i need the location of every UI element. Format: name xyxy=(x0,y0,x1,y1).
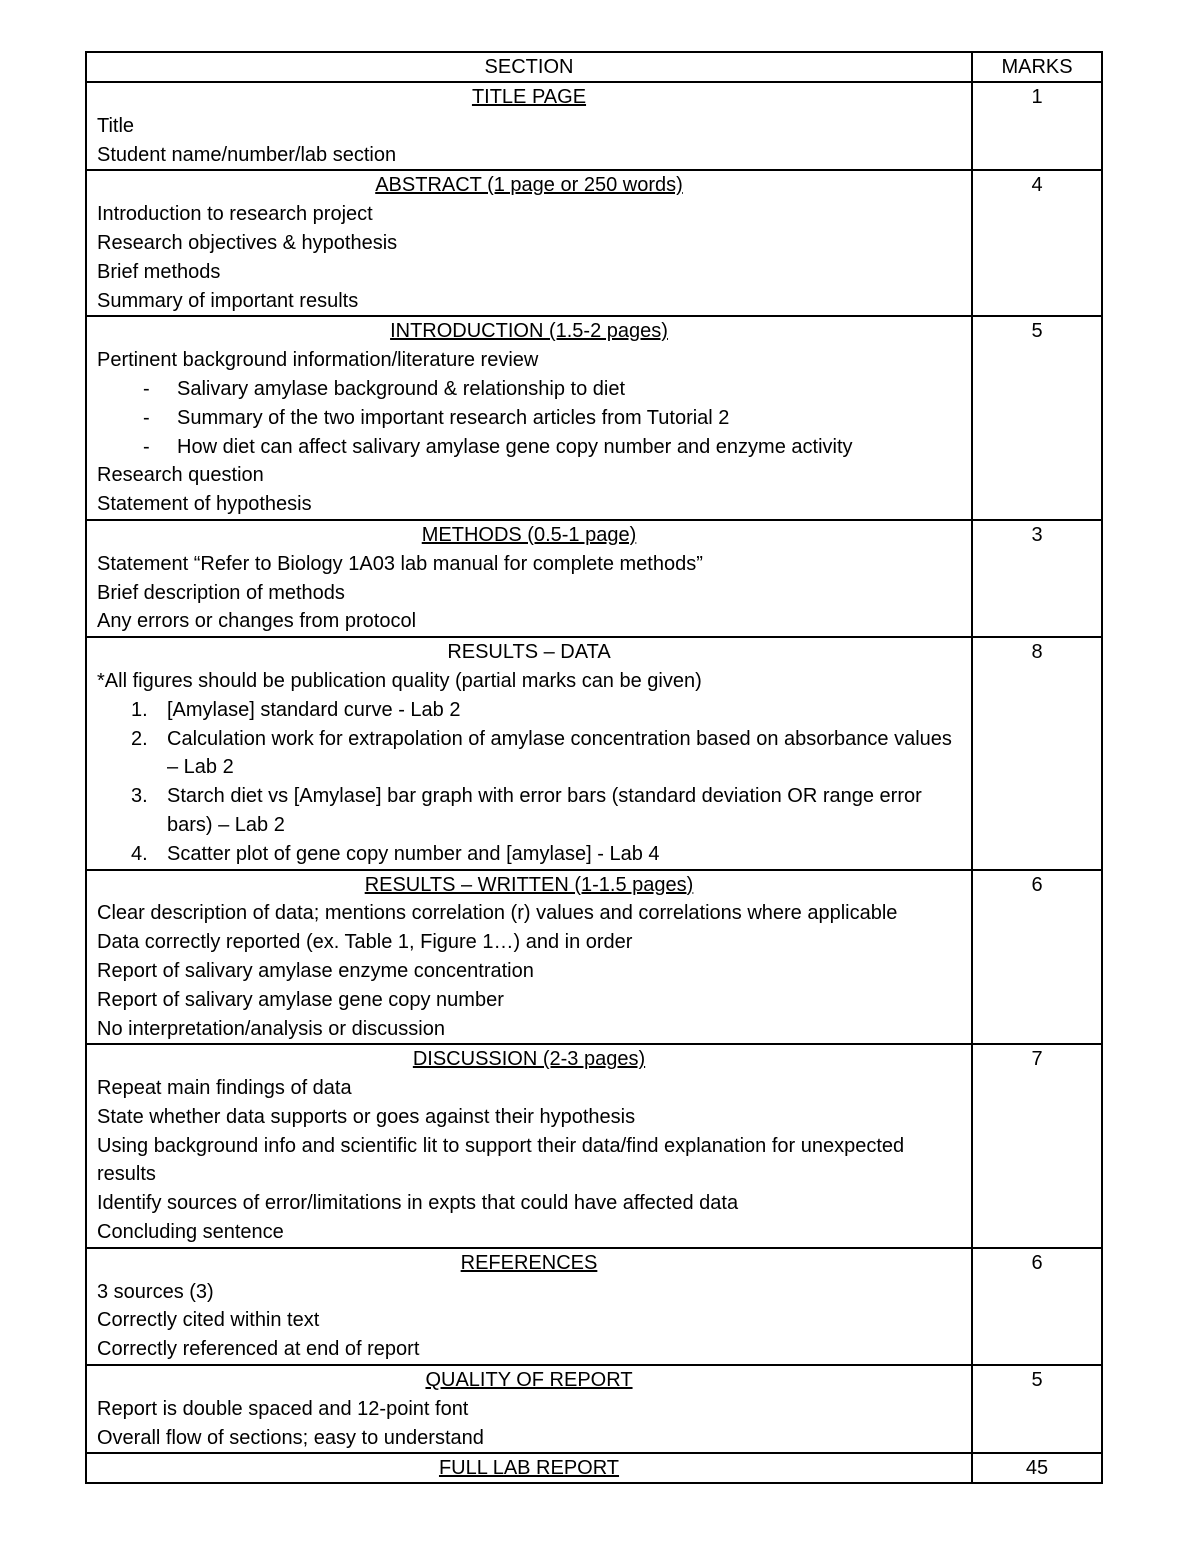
criterion-line: Data correctly reported (ex. Table 1, Figure 1…) and in order xyxy=(97,931,633,954)
dash-bullet: - xyxy=(143,435,150,458)
bullet-text: Salivary amylase background & relationship to diet xyxy=(177,377,626,400)
item-number: 3. xyxy=(131,785,148,808)
criterion-line: Overall flow of sections; easy to understand xyxy=(97,1426,484,1449)
marking-rubric-table xyxy=(85,51,1103,1484)
section-title: QUALITY OF REPORT xyxy=(425,1369,633,1392)
table-header-row xyxy=(86,52,1102,82)
section-title: TITLE PAGE xyxy=(471,86,587,108)
criterion-line: Clear description of data; mentions correlation (r) values and correlations where applicable xyxy=(97,902,898,925)
rubric-row-methods xyxy=(86,520,1102,637)
criterion-line: Repeat main findings of data xyxy=(97,1077,352,1100)
section-cell xyxy=(86,170,972,316)
section-cell xyxy=(86,82,972,170)
criterion-line: 3 sources (3) xyxy=(97,1280,214,1303)
criterion-line: Title xyxy=(97,114,135,137)
criterion-line: Research question xyxy=(97,464,264,487)
section-column-header: SECTION xyxy=(86,52,972,82)
section-title: METHODS (0.5-1 page) xyxy=(421,523,637,546)
section-cell xyxy=(86,870,972,1045)
bullet-item xyxy=(97,375,961,404)
section-cell xyxy=(86,1248,972,1365)
marks-cell: 5 xyxy=(972,1365,1102,1453)
marks-cell: 8 xyxy=(972,637,1102,869)
item-text: Calculation work for extrapolation of amylase concentration based on absorbance values – Lab 2 xyxy=(167,727,952,779)
criterion-line: Identify sources of error/limitations in expts that could have affected data xyxy=(97,1192,739,1215)
section-cell xyxy=(86,520,972,637)
item-text: Scatter plot of gene copy number and [amylase] - Lab 4 xyxy=(167,842,660,865)
marks-column-header: MARKS xyxy=(972,52,1102,82)
dash-bullet: - xyxy=(143,377,150,400)
numbered-item xyxy=(97,840,961,869)
criterion-line: Student name/number/lab section xyxy=(97,143,397,166)
criterion-line: Brief methods xyxy=(97,260,221,283)
item-text: [Amylase] standard curve - Lab 2 xyxy=(167,698,461,721)
bullet-item xyxy=(97,404,961,433)
item-number: 1. xyxy=(131,698,148,721)
section-title: INTRODUCTION (1.5-2 pages) xyxy=(390,320,668,343)
criterion-line: Summary of important results xyxy=(97,289,359,312)
numbered-item xyxy=(97,725,961,783)
section-title: REFERENCES xyxy=(460,1251,598,1274)
section-title: RESULTS – WRITTEN (1-1.5 pages) xyxy=(364,873,694,896)
item-text: Starch diet vs [Amylase] bar graph with error bars (standard deviation OR range error bars) – Lab 2 xyxy=(167,785,922,836)
rubric-row-title-page xyxy=(86,82,1102,170)
criterion-line: State whether data supports or goes against their hypothesis xyxy=(97,1105,636,1128)
criterion-line: *All figures should be publication quality (partial marks can be given) xyxy=(97,669,702,692)
rubric-row-references xyxy=(86,1248,1102,1365)
marks-cell: 7 xyxy=(972,1044,1102,1248)
rubric-row-introduction xyxy=(86,316,1102,520)
criterion-line: No interpretation/analysis or discussion xyxy=(97,1017,445,1040)
criterion-line: Report of salivary amylase gene copy number xyxy=(97,988,504,1011)
criterion-line: Introduction to research project xyxy=(97,203,373,226)
section-cell xyxy=(86,1044,972,1248)
criterion-line: Concluding sentence xyxy=(97,1221,284,1244)
criterion-line: Research objectives & hypothesis xyxy=(97,231,398,254)
item-number: 4. xyxy=(131,842,148,865)
section-title: ABSTRACT (1 page or 250 words) xyxy=(375,174,683,197)
section-cell xyxy=(86,637,972,869)
total-label: FULL LAB REPORT xyxy=(86,1453,972,1483)
numbered-item xyxy=(97,696,961,725)
marks-cell: 1 xyxy=(972,82,1102,170)
dash-bullet: - xyxy=(143,406,150,429)
criterion-line: Statement “Refer to Biology 1A03 lab manual for complete methods” xyxy=(97,552,703,575)
marks-cell: 5 xyxy=(972,316,1102,520)
rubric-row-quality xyxy=(86,1365,1102,1453)
item-number: 2. xyxy=(131,727,148,750)
criterion-line: Correctly cited within text xyxy=(97,1309,320,1332)
marks-cell: 4 xyxy=(972,170,1102,316)
criterion-line: Correctly referenced at end of report xyxy=(97,1338,420,1361)
marks-cell: 6 xyxy=(972,1248,1102,1365)
rubric-row-total xyxy=(86,1453,1102,1483)
section-cell xyxy=(86,316,972,520)
criterion-line: Any errors or changes from protocol xyxy=(97,610,417,633)
marks-cell: 3 xyxy=(972,520,1102,637)
rubric-row-abstract xyxy=(86,170,1102,316)
criterion-line: Pertinent background information/literature review xyxy=(97,349,539,372)
criterion-line: Brief description of methods xyxy=(97,581,345,604)
bullet-text: How diet can affect salivary amylase gene copy number and enzyme activity xyxy=(177,435,853,458)
rubric-row-results-written xyxy=(86,870,1102,1045)
rubric-row-results-data xyxy=(86,637,1102,869)
section-title: RESULTS – DATA xyxy=(447,641,611,664)
criterion-line: Statement of hypothesis xyxy=(97,493,312,516)
criterion-line: Report of salivary amylase enzyme concentration xyxy=(97,959,534,982)
section-title: DISCUSSION (2-3 pages) xyxy=(412,1048,646,1071)
numbered-item xyxy=(97,782,961,840)
section-cell xyxy=(86,1365,972,1453)
criterion-line: Report is double spaced and 12-point font xyxy=(97,1397,469,1420)
total-marks: 45 xyxy=(972,1453,1102,1483)
marks-cell: 6 xyxy=(972,870,1102,1045)
criterion-line: Using background info and scientific lit to support their data/find explanation for unexpected results xyxy=(97,1134,905,1186)
bullet-item xyxy=(97,433,961,462)
rubric-row-discussion xyxy=(86,1044,1102,1248)
bullet-text: Summary of the two important research articles from Tutorial 2 xyxy=(177,406,730,429)
